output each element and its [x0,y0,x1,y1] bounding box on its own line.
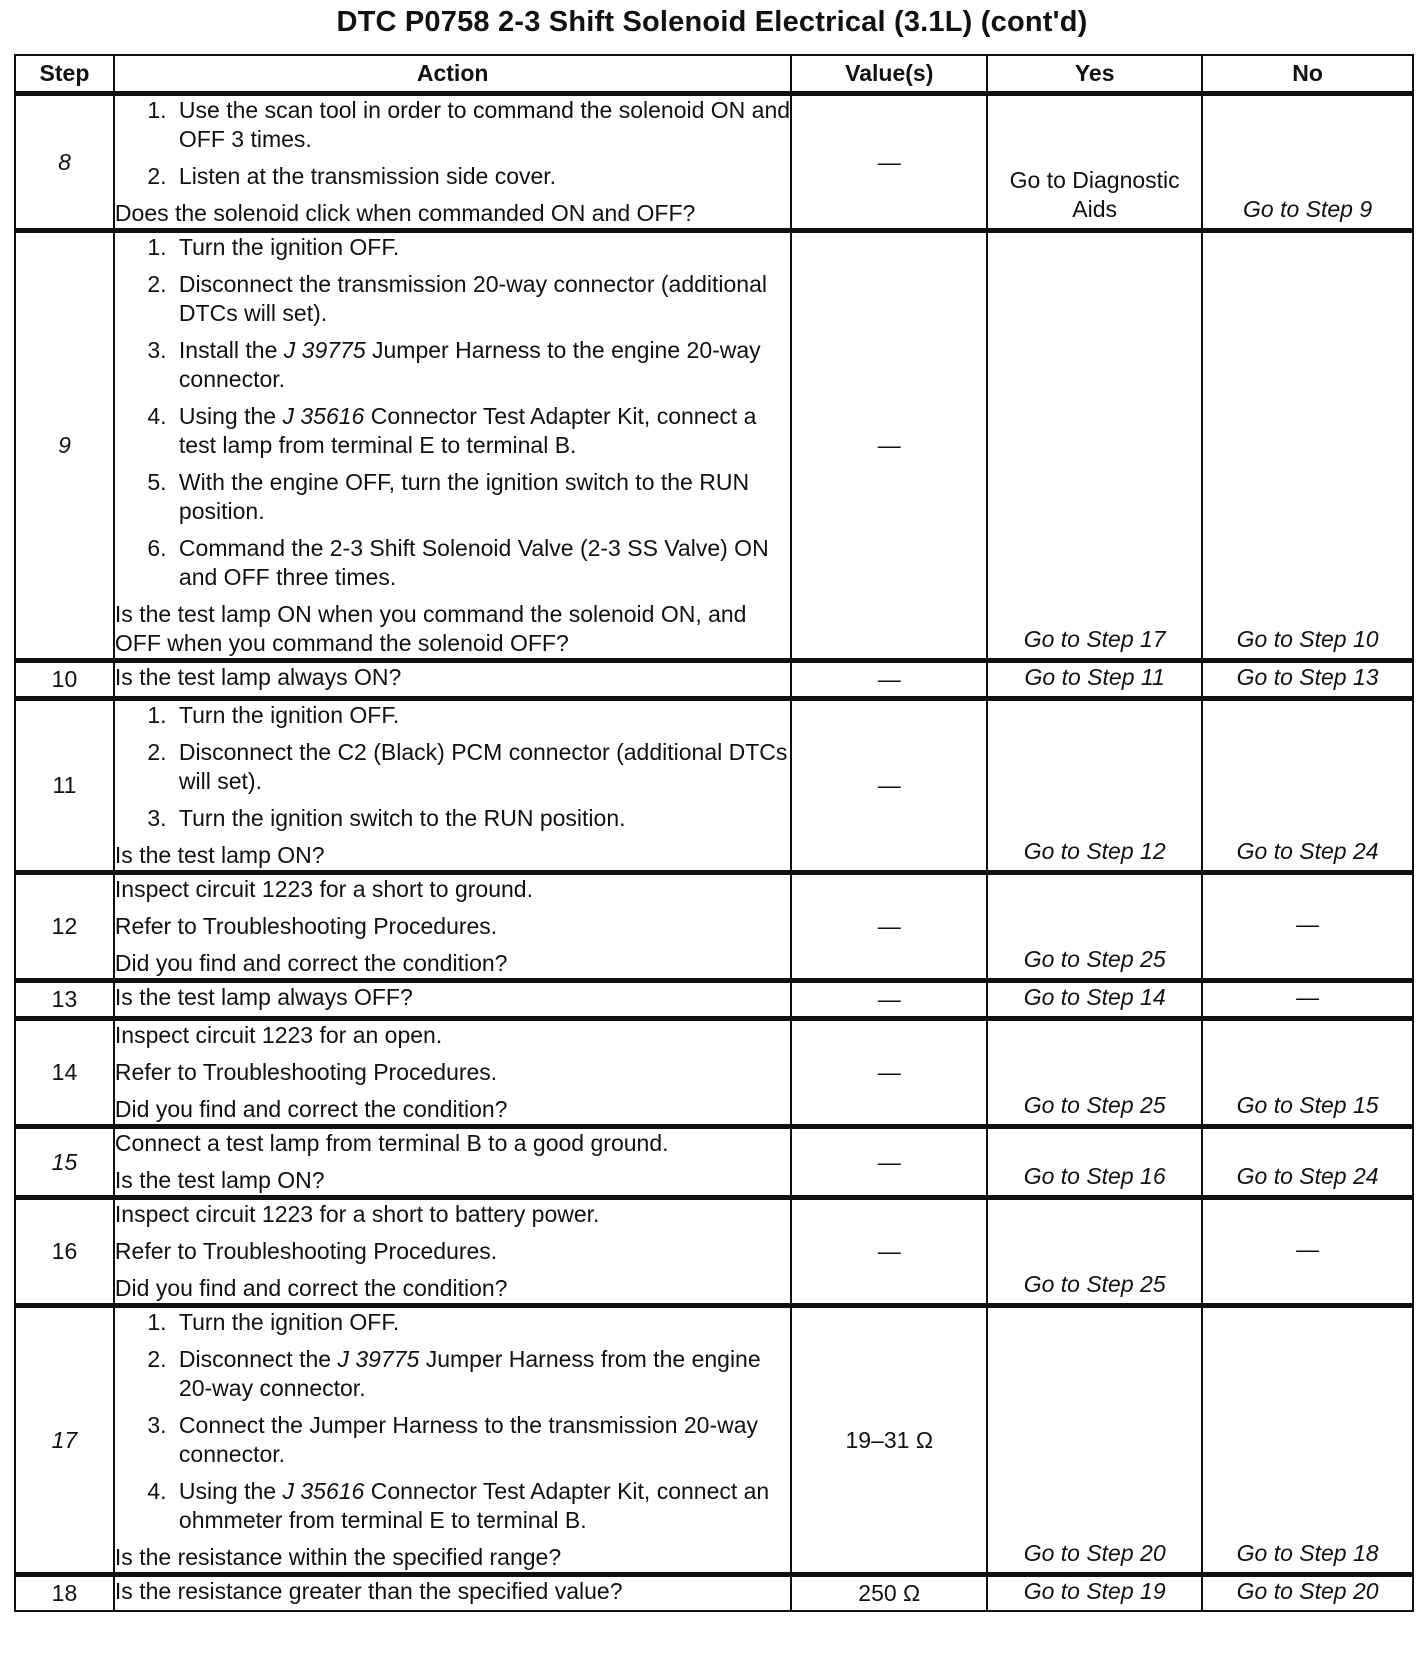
no-cell [1202,94,1413,231]
header-values: Value(s) [791,55,987,94]
no-result: Go to Step 24 [1236,838,1379,864]
action-item: 2. Listen at the transmission side cover. [173,162,790,191]
yes-result: Go to Step 16 [1023,1163,1166,1189]
value-cell: — [791,1019,987,1127]
action-list [115,1308,790,1535]
no-cell [1202,231,1413,661]
value-cell: 250 Ω [791,1575,987,1612]
action-line: Refer to Troubleshooting Procedures. [114,1059,498,1085]
header-no: No [1202,55,1413,94]
yes-result: Go to Step 17 [1023,626,1166,652]
action-cell [114,981,791,1019]
yes-result: Go to Step 12 [1023,838,1166,864]
yes-cell [987,94,1202,231]
step-number: 13 [15,981,114,1019]
table-row-step-11 [15,699,1413,873]
value-cell: — [791,94,987,231]
table-row-step-8 [15,94,1413,231]
yes-cell [987,231,1202,661]
step-number: 15 [15,1127,114,1198]
action-cell [114,1575,791,1612]
action-cell [114,1019,791,1127]
no-cell [1202,1306,1413,1575]
yes-cell [987,661,1202,699]
value-cell: — [791,1198,987,1306]
no-cell [1202,1127,1413,1198]
action-item: 5. With the engine OFF, turn the ignition switch to the RUN position. [173,468,790,526]
action-list [115,233,790,592]
step-number: 12 [15,873,114,981]
no-result: Go to Step 18 [1236,1540,1379,1566]
yes-result: Go to Step 20 [1023,1540,1166,1566]
yes-cell [987,873,1202,981]
table-row-step-12 [15,873,1413,981]
action-cell [114,873,791,981]
action-item: 6. Command the 2-3 Shift Solenoid Valve (2-3 SS Valve) ON and OFF three times. [173,534,790,592]
action-line: Inspect circuit 1223 for a short to ground. [114,876,533,902]
header-row [15,55,1413,94]
action-item: 1. Turn the ignition OFF. [173,233,790,262]
action-line: Inspect circuit 1223 for an open. [114,1022,443,1048]
step-number: 17 [15,1306,114,1575]
yes-cell [987,1198,1202,1306]
action-question: Is the resistance greater than the specified value? [114,1578,623,1604]
action-question: Is the test lamp ON? [114,1167,325,1193]
action-question: Is the test lamp ON? [114,842,325,868]
action-item: 2. Disconnect the C2 (Black) PCM connector (additional DTCs will set). [173,738,790,796]
value-cell: — [791,873,987,981]
action-item: 4. Using the J 35616 Connector Test Adapter Kit, connect an ohmmeter from terminal E to terminal B. [173,1477,790,1535]
action-cell [114,94,791,231]
action-cell [114,1198,791,1306]
no-result: Go to Step 24 [1236,1163,1379,1189]
no-result: — [1296,984,1320,1010]
table-row-step-9 [15,231,1413,661]
table-row-step-13 [15,981,1413,1019]
action-question: Is the test lamp ON when you command the solenoid ON, and OFF when you command the solenoid OFF? [114,601,747,656]
action-item: 1. Turn the ignition OFF. [173,701,790,730]
action-item: 1. Turn the ignition OFF. [173,1308,790,1337]
action-item: 2. Disconnect the transmission 20-way connector (additional DTCs will set). [173,270,790,328]
yes-result: Go to Step 25 [1023,1271,1166,1297]
no-result: — [1296,911,1320,937]
page-title: DTC P0758 2-3 Shift Solenoid Electrical (3.1L) (cont'd) [336,6,1088,38]
action-item: 3. Install the J 39775 Jumper Harness to the engine 20-way connector. [173,336,790,394]
action-line: Connect a test lamp from terminal B to a good ground. [114,1130,669,1156]
tool-number: J 35616 [282,1478,365,1504]
table-row-step-14 [15,1019,1413,1127]
no-cell [1202,661,1413,699]
yes-result: Go to Step 25 [1023,1092,1166,1118]
header-action: Action [114,55,791,94]
step-number: 9 [15,231,114,661]
value-cell: — [791,981,987,1019]
table-row-step-15 [15,1127,1413,1198]
no-result: Go to Step 10 [1236,626,1379,652]
tool-number: J 39775 [283,337,366,363]
table-row-step-16 [15,1198,1413,1306]
table-row-step-17 [15,1306,1413,1575]
yes-result: Go to Step 14 [1023,984,1166,1010]
value-cell: — [791,661,987,699]
no-cell [1202,1198,1413,1306]
yes-result: Go to Step 11 [1024,664,1165,690]
no-cell [1202,699,1413,873]
no-result: Go to Step 9 [1243,196,1373,222]
action-list [115,701,790,833]
table-row-step-10 [15,661,1413,699]
yes-cell [987,699,1202,873]
action-question: Is the resistance within the specified range? [114,1544,562,1570]
action-cell [114,661,791,699]
action-cell [114,1306,791,1575]
header-yes: Yes [987,55,1202,94]
action-item: 3. Turn the ignition switch to the RUN position. [173,804,790,833]
step-number: 11 [15,699,114,873]
yes-cell [987,1019,1202,1127]
value-cell: 19–31 Ω [791,1306,987,1575]
action-item: 4. Using the J 35616 Connector Test Adapter Kit, connect a test lamp from terminal E to terminal B. [173,402,790,460]
yes-cell [987,1306,1202,1575]
step-number: 16 [15,1198,114,1306]
yes-cell [987,981,1202,1019]
action-question: Does the solenoid click when commanded ON and OFF? [114,200,696,226]
action-item: 3. Connect the Jumper Harness to the transmission 20-way connector. [173,1411,790,1469]
action-cell [114,699,791,873]
yes-cell [987,1127,1202,1198]
yes-cell [987,1575,1202,1612]
tool-number: J 39775 [337,1346,420,1372]
yes-result: Go to Diagnostic Aids [1009,167,1180,222]
action-item: 2. Disconnect the J 39775 Jumper Harness from the engine 20-way connector. [173,1345,790,1403]
diagnostic-table [14,54,1414,1612]
step-number: 10 [15,661,114,699]
value-cell: — [791,699,987,873]
step-number: 18 [15,1575,114,1612]
value-cell: — [791,231,987,661]
no-cell [1202,1019,1413,1127]
action-question: Did you find and correct the condition? [114,1096,508,1122]
table-row-step-18 [15,1575,1413,1612]
yes-result: Go to Step 25 [1023,946,1166,972]
no-result: — [1296,1236,1320,1262]
action-question: Is the test lamp always ON? [114,664,402,690]
action-question: Is the test lamp always OFF? [114,984,413,1010]
action-line: Refer to Troubleshooting Procedures. [114,1238,498,1264]
action-question: Did you find and correct the condition? [114,1275,508,1301]
step-number: 8 [15,94,114,231]
no-result: Go to Step 15 [1236,1092,1379,1118]
no-result: Go to Step 20 [1236,1578,1379,1604]
no-cell [1202,873,1413,981]
action-list [115,96,790,191]
action-item: 1. Use the scan tool in order to command the solenoid ON and OFF 3 times. [173,96,790,154]
step-number: 14 [15,1019,114,1127]
tool-number: J 35616 [282,403,365,429]
action-line: Refer to Troubleshooting Procedures. [114,913,498,939]
no-result: Go to Step 13 [1236,664,1379,690]
action-line: Inspect circuit 1223 for a short to battery power. [114,1201,600,1227]
no-cell [1202,1575,1413,1612]
action-question: Did you find and correct the condition? [114,950,508,976]
yes-result: Go to Step 19 [1023,1578,1166,1604]
value-cell: — [791,1127,987,1198]
action-cell [114,1127,791,1198]
header-step: Step [15,55,114,94]
action-cell [114,231,791,661]
no-cell [1202,981,1413,1019]
